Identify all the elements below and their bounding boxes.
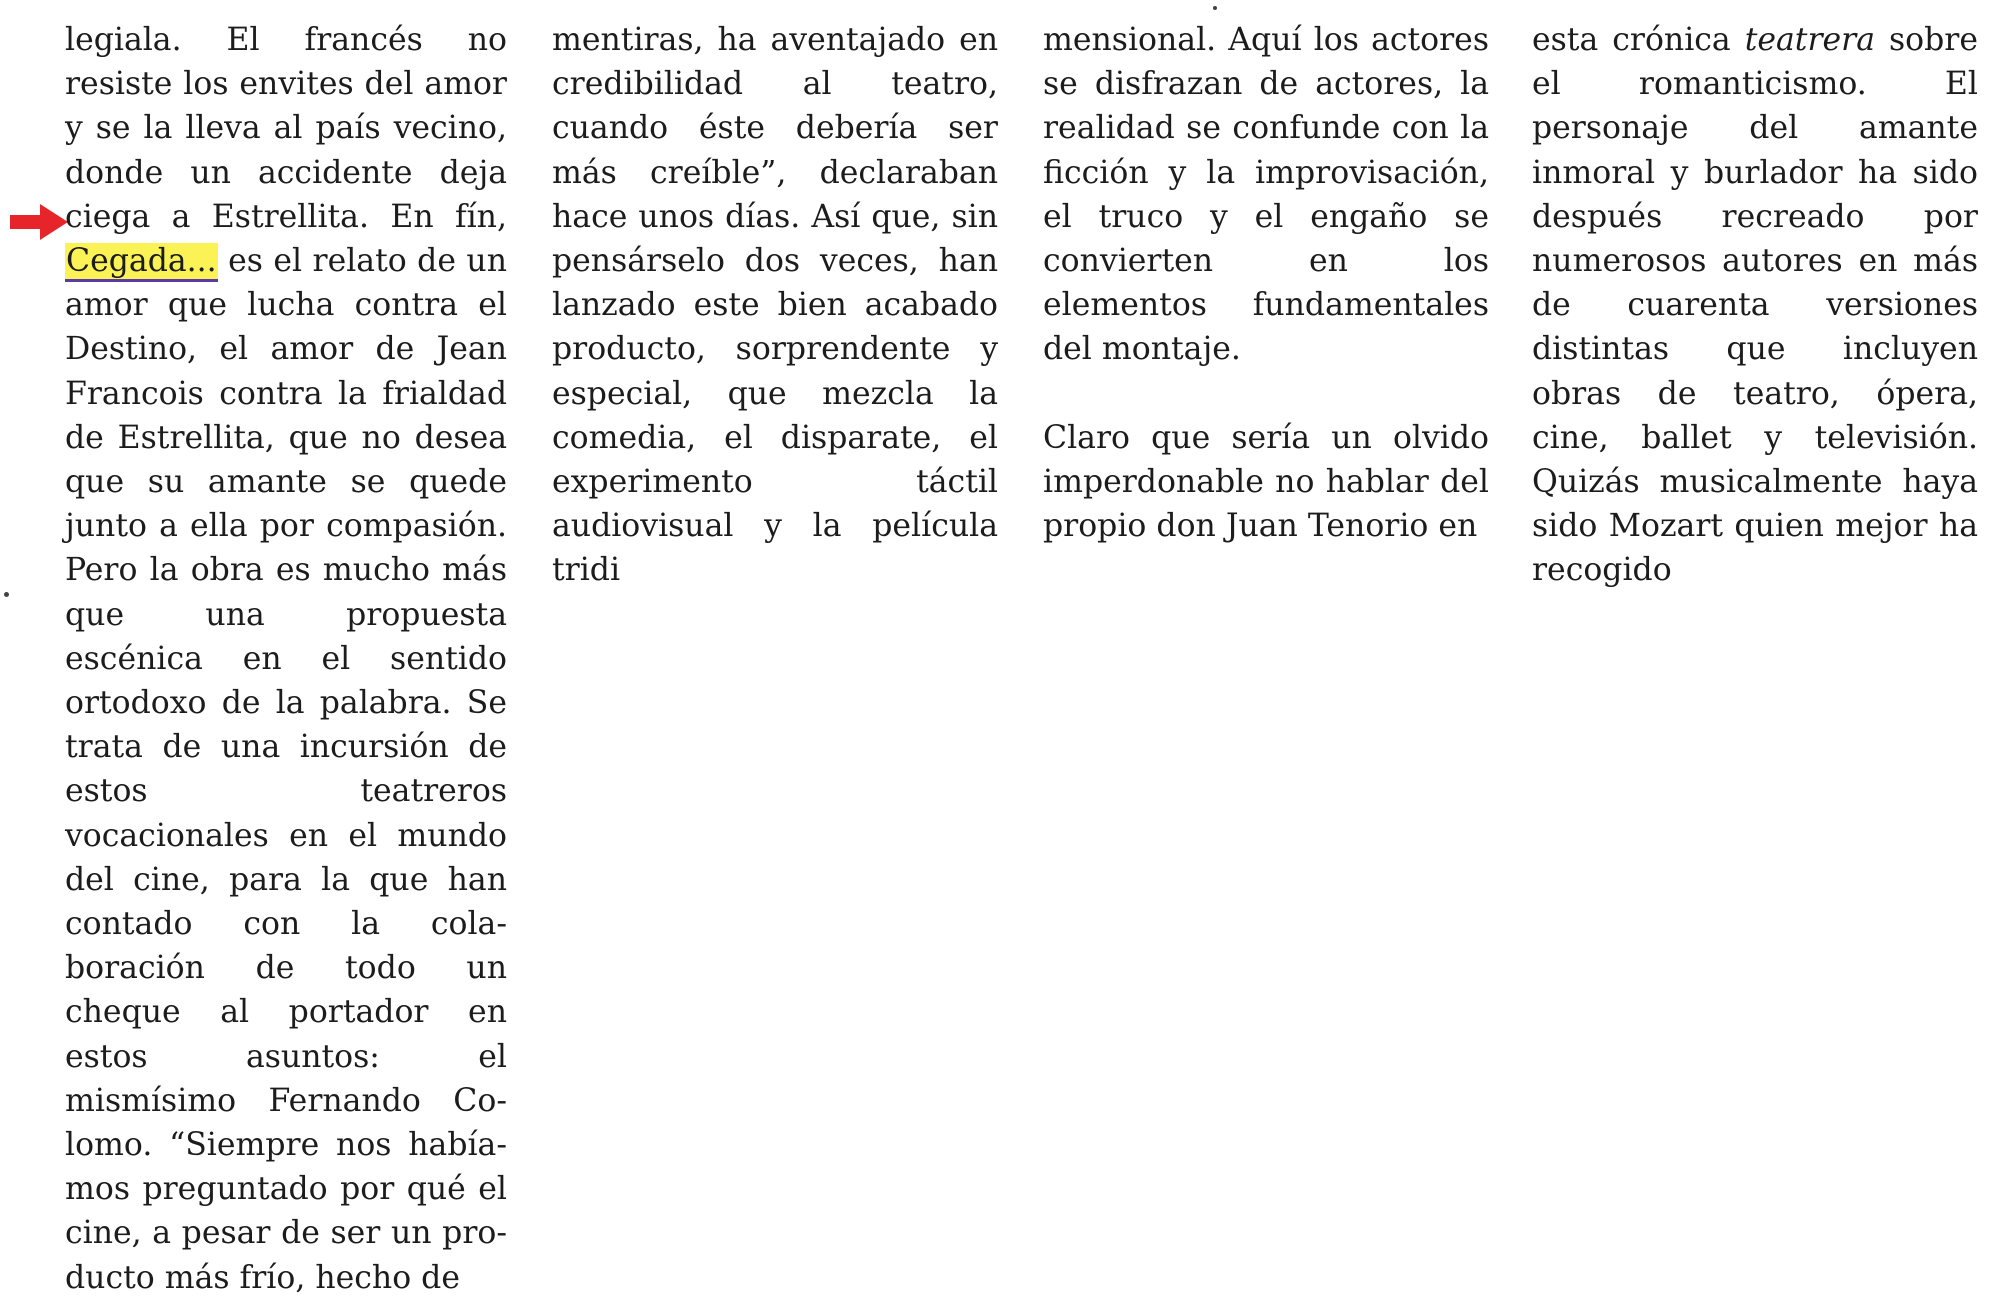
red-arrow-icon — [10, 204, 68, 240]
paragraph: mentiras, ha aventajado en credibilidad al teatro, cuando éste debería ser más creíble”, declaraban hace unos días. Así que, sin pensárselo dos veces, han lanzado este bien acabado producto, sorprendente y especial, que mezcla la comedia, el disparate, el experimento táctil audiovisual y la película tridi — [552, 22, 998, 589]
highlighted-title: Cegada... — [65, 243, 218, 282]
paragraph-text: es el relato de un amor que lucha contra el Destino, el amor de Jean Francois contra la frialdad de Estrellita, que no desea que su amante se quede junto a ella por compasión. Pero la obra es mucho más que una propuesta escénica en el sentido ortodoxo de la palabra. Se trata de una incursión de estos teatreros vocacionales en el mundo del cine, para la que han contado con la colaboración de todo un cheque al portador en estos asuntos: el mismísimo Fernando Colomo. “Siempre nos habíamos preguntado por qué el cine, a pesar de ser un producto más frío, hecho de — [65, 243, 507, 1296]
scan-speck — [1213, 6, 1217, 10]
paragraph: Claro que sería un olvido imperdonable no hablar del propio don Juan Tenorio en — [1043, 419, 1489, 545]
paragraph — [1532, 18, 1978, 593]
article-column-1 — [65, 18, 507, 1300]
paragraph-text: legiala. El francés no resiste los envites del amor y se la lleva al país vecino, donde un accidente deja ciega a Estrellita. En fín, — [65, 22, 507, 235]
article-column-4 — [1532, 18, 1978, 593]
paragraph-text: esta crónica — [1532, 22, 1745, 58]
paragraph: mensional. Aquí los actores se disfrazan de actores, la realidad se confunde con la ficción y la improvisación, el truco y el engaño se convierten en los elementos fundamentales del montaje. — [1043, 22, 1489, 368]
article-column-2 — [552, 18, 998, 593]
italic-word: teatrera — [1744, 22, 1875, 58]
scan-speck — [4, 592, 9, 597]
paragraph-text: sobre el romanticismo. El personaje del amante inmoral y burlador ha sido después recreado por numerosos autores en más de cuarenta versiones distintas que incluyen obras de teatro, ópera, cine, ballet y televisión. Quizás musicalmente haya sido Mozart quien mejor ha recogido — [1532, 22, 1978, 589]
article-column-3 — [1043, 18, 1489, 548]
paragraph — [65, 18, 507, 1300]
